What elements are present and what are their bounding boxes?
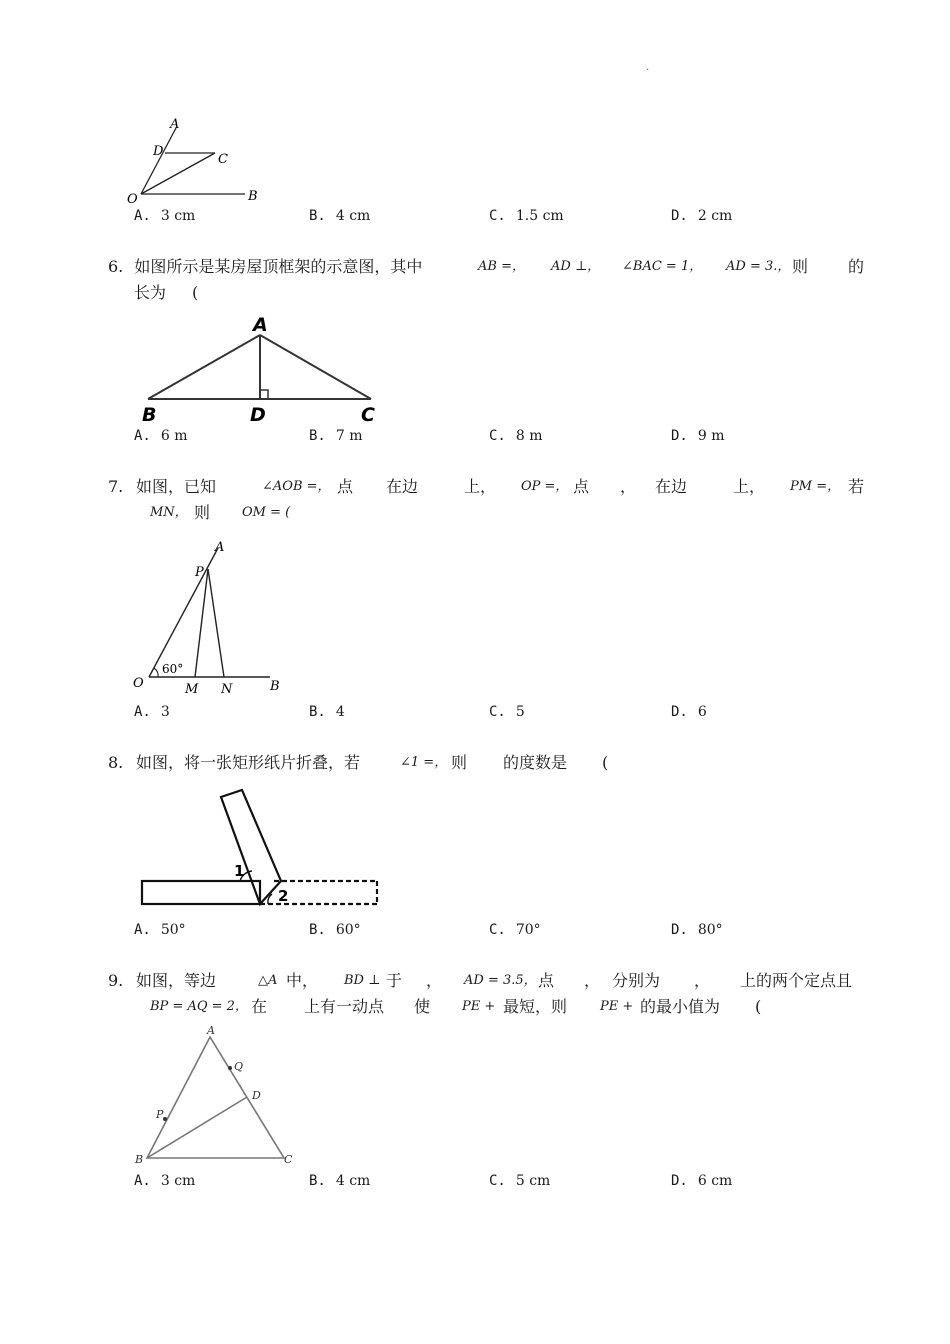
q6-label-a: A	[253, 314, 268, 336]
q9-option-c[interactable]: C. 5 cm	[489, 1173, 551, 1189]
q9-t13: 最短，则	[503, 997, 568, 1016]
q6-text-d: 长为	[134, 283, 167, 302]
q9-math-3: AD = 3.5，	[464, 973, 537, 988]
q6-math-2: AD ⊥，	[551, 259, 601, 274]
q5-label-a: A	[170, 117, 180, 132]
q6-label-c: C	[361, 404, 375, 426]
q9-t8: ，	[694, 971, 711, 990]
q5-option-b[interactable]: B. 4 cm	[309, 208, 371, 224]
q8-option-c[interactable]: C. 70°	[489, 922, 541, 938]
q7-t2: 点	[337, 477, 354, 496]
q8-t3: 的度数是	[503, 753, 568, 772]
q9-label-q: Q	[234, 1060, 244, 1073]
q9-t5: 点	[538, 971, 555, 990]
q6-option-b[interactable]: B. 7 m	[309, 428, 363, 444]
q6-right-angle	[260, 390, 268, 399]
q5-figure	[120, 112, 270, 207]
q7-t9: 若	[848, 477, 865, 496]
q8-paren: (	[602, 753, 609, 772]
q9-option-b[interactable]: B. 4 cm	[309, 1173, 371, 1189]
q7-number: 7.	[108, 477, 124, 496]
q7-t3: 在边	[386, 477, 419, 496]
q7-math-5: OM = (	[242, 505, 291, 520]
q6-option-a[interactable]: A. 6 m	[134, 428, 188, 444]
q7-label-b: B	[270, 679, 280, 694]
q9-label-p: P	[156, 1108, 164, 1121]
q7-math-4: MN，	[150, 505, 188, 520]
q6-number: 6.	[108, 257, 124, 276]
q6-line-ab	[148, 335, 260, 399]
q9-math-4: BP = AQ = 2，	[150, 999, 248, 1014]
q5-option-d[interactable]: D. 2 cm	[671, 208, 733, 224]
q7-label-a: A	[215, 540, 225, 555]
q5-option-a[interactable]: A. 3 cm	[134, 208, 196, 224]
q8-label-1: 1	[234, 862, 245, 880]
q8-option-d[interactable]: D. 80°	[671, 922, 723, 938]
q7-line-pm	[195, 569, 208, 677]
q7-option-c[interactable]: C. 5	[489, 704, 525, 720]
q9-label-b: B	[135, 1153, 144, 1166]
q9-t10: 在	[251, 997, 268, 1016]
q7-option-d[interactable]: D. 6	[671, 704, 707, 720]
q9-t14: 的最小值为	[640, 997, 721, 1016]
q9-t2: 中，	[286, 971, 319, 990]
q9-t1: 如图，等边	[136, 971, 217, 990]
q8-t1: 如图，将一张矩形纸片折叠，若	[136, 753, 361, 772]
q9-point-q	[228, 1066, 232, 1070]
q8-strip-left	[142, 881, 260, 904]
q9-t11: 上有一动点	[304, 997, 385, 1016]
q7-t5: 点	[573, 477, 590, 496]
q7-math-2: OP =，	[521, 479, 569, 494]
q7-t7: 在边	[655, 477, 688, 496]
q7-t1: 如图，已知	[136, 477, 217, 496]
q9-math-1: △A	[258, 973, 278, 988]
q6-line-ac	[260, 335, 371, 399]
q7-t10: 则	[194, 503, 211, 522]
q8-option-b[interactable]: B. 60°	[309, 922, 361, 938]
q9-math-6: PE +	[600, 999, 634, 1014]
q6-text-c: 的	[848, 257, 865, 276]
q9-option-d[interactable]: D. 6 cm	[671, 1173, 733, 1189]
q9-figure	[130, 1020, 300, 1170]
q9-math-5: PE +	[462, 999, 496, 1014]
q8-number: 8.	[108, 753, 124, 772]
q6-math-4: AD = 3.，	[726, 259, 791, 274]
q6-text-b: 则	[792, 257, 809, 276]
q5-option-c[interactable]: C. 1.5 cm	[489, 208, 564, 224]
q7-label-m: M	[185, 682, 199, 697]
q8-figure	[135, 782, 385, 914]
q9-t12: 使	[414, 997, 431, 1016]
q9-t4: ，	[426, 971, 443, 990]
q7-option-b[interactable]: B. 4	[309, 704, 345, 720]
q7-label-n: N	[221, 682, 233, 697]
q9-t7: 分别为	[612, 971, 661, 990]
q5-label-o: O	[127, 192, 138, 207]
q7-line-oa	[149, 548, 218, 677]
q7-label-p: P	[195, 565, 204, 580]
q6-option-c[interactable]: C. 8 m	[489, 428, 543, 444]
q9-t9: 上的两个定点且	[740, 971, 853, 990]
q7-option-a[interactable]: A. 3	[134, 704, 170, 720]
q9-label-c: C	[284, 1153, 293, 1166]
q7-label-o: O	[133, 676, 144, 691]
q9-point-p	[163, 1117, 167, 1121]
q9-label-a: A	[207, 1024, 215, 1037]
q7-t6: ，	[620, 477, 637, 496]
q7-math-3: PM =，	[790, 479, 841, 494]
q6-math-3: ∠BAC = 1，	[622, 259, 703, 274]
q6-paren: (	[192, 283, 199, 302]
q7-figure	[128, 534, 293, 700]
q9-math-2: BD ⊥	[344, 973, 381, 988]
q6-label-d: D	[250, 404, 266, 426]
q6-label-b: B	[142, 404, 157, 426]
q9-t3: 于	[386, 971, 403, 990]
q9-number: 9.	[108, 971, 124, 990]
q6-figure	[135, 310, 385, 428]
q7-label-angle: 60°	[162, 662, 184, 676]
q6-option-d[interactable]: D. 9 m	[671, 428, 725, 444]
q8-t2: 则	[451, 753, 468, 772]
q6-text-a: 如图所示是某房屋顶框架的示意图，其中	[134, 257, 423, 276]
q9-triangle-abc	[147, 1037, 284, 1158]
q6-stem-line1	[108, 254, 422, 280]
q7-t4: 上，	[464, 477, 497, 496]
q7-line-pn	[208, 569, 224, 677]
q5-label-d: D	[153, 144, 164, 159]
q9-t6: ，	[584, 971, 601, 990]
q8-label-2: 2	[278, 887, 289, 905]
q8-math-1: ∠1 =，	[400, 755, 448, 770]
q8-folded-strip	[221, 790, 281, 904]
q8-option-a[interactable]: A. 50°	[134, 922, 186, 938]
q9-paren: (	[755, 997, 762, 1016]
q9-label-d: D	[252, 1089, 261, 1102]
q9-option-a[interactable]: A. 3 cm	[134, 1173, 196, 1189]
q6-math-1: AB =，	[478, 259, 525, 274]
header-dot: .	[646, 62, 650, 73]
q7-math-1: ∠AOB =，	[262, 479, 331, 494]
q7-angle-arc	[154, 668, 158, 677]
q7-t8: 上，	[733, 477, 766, 496]
q5-label-c: C	[218, 152, 228, 167]
q5-label-b: B	[248, 189, 258, 204]
